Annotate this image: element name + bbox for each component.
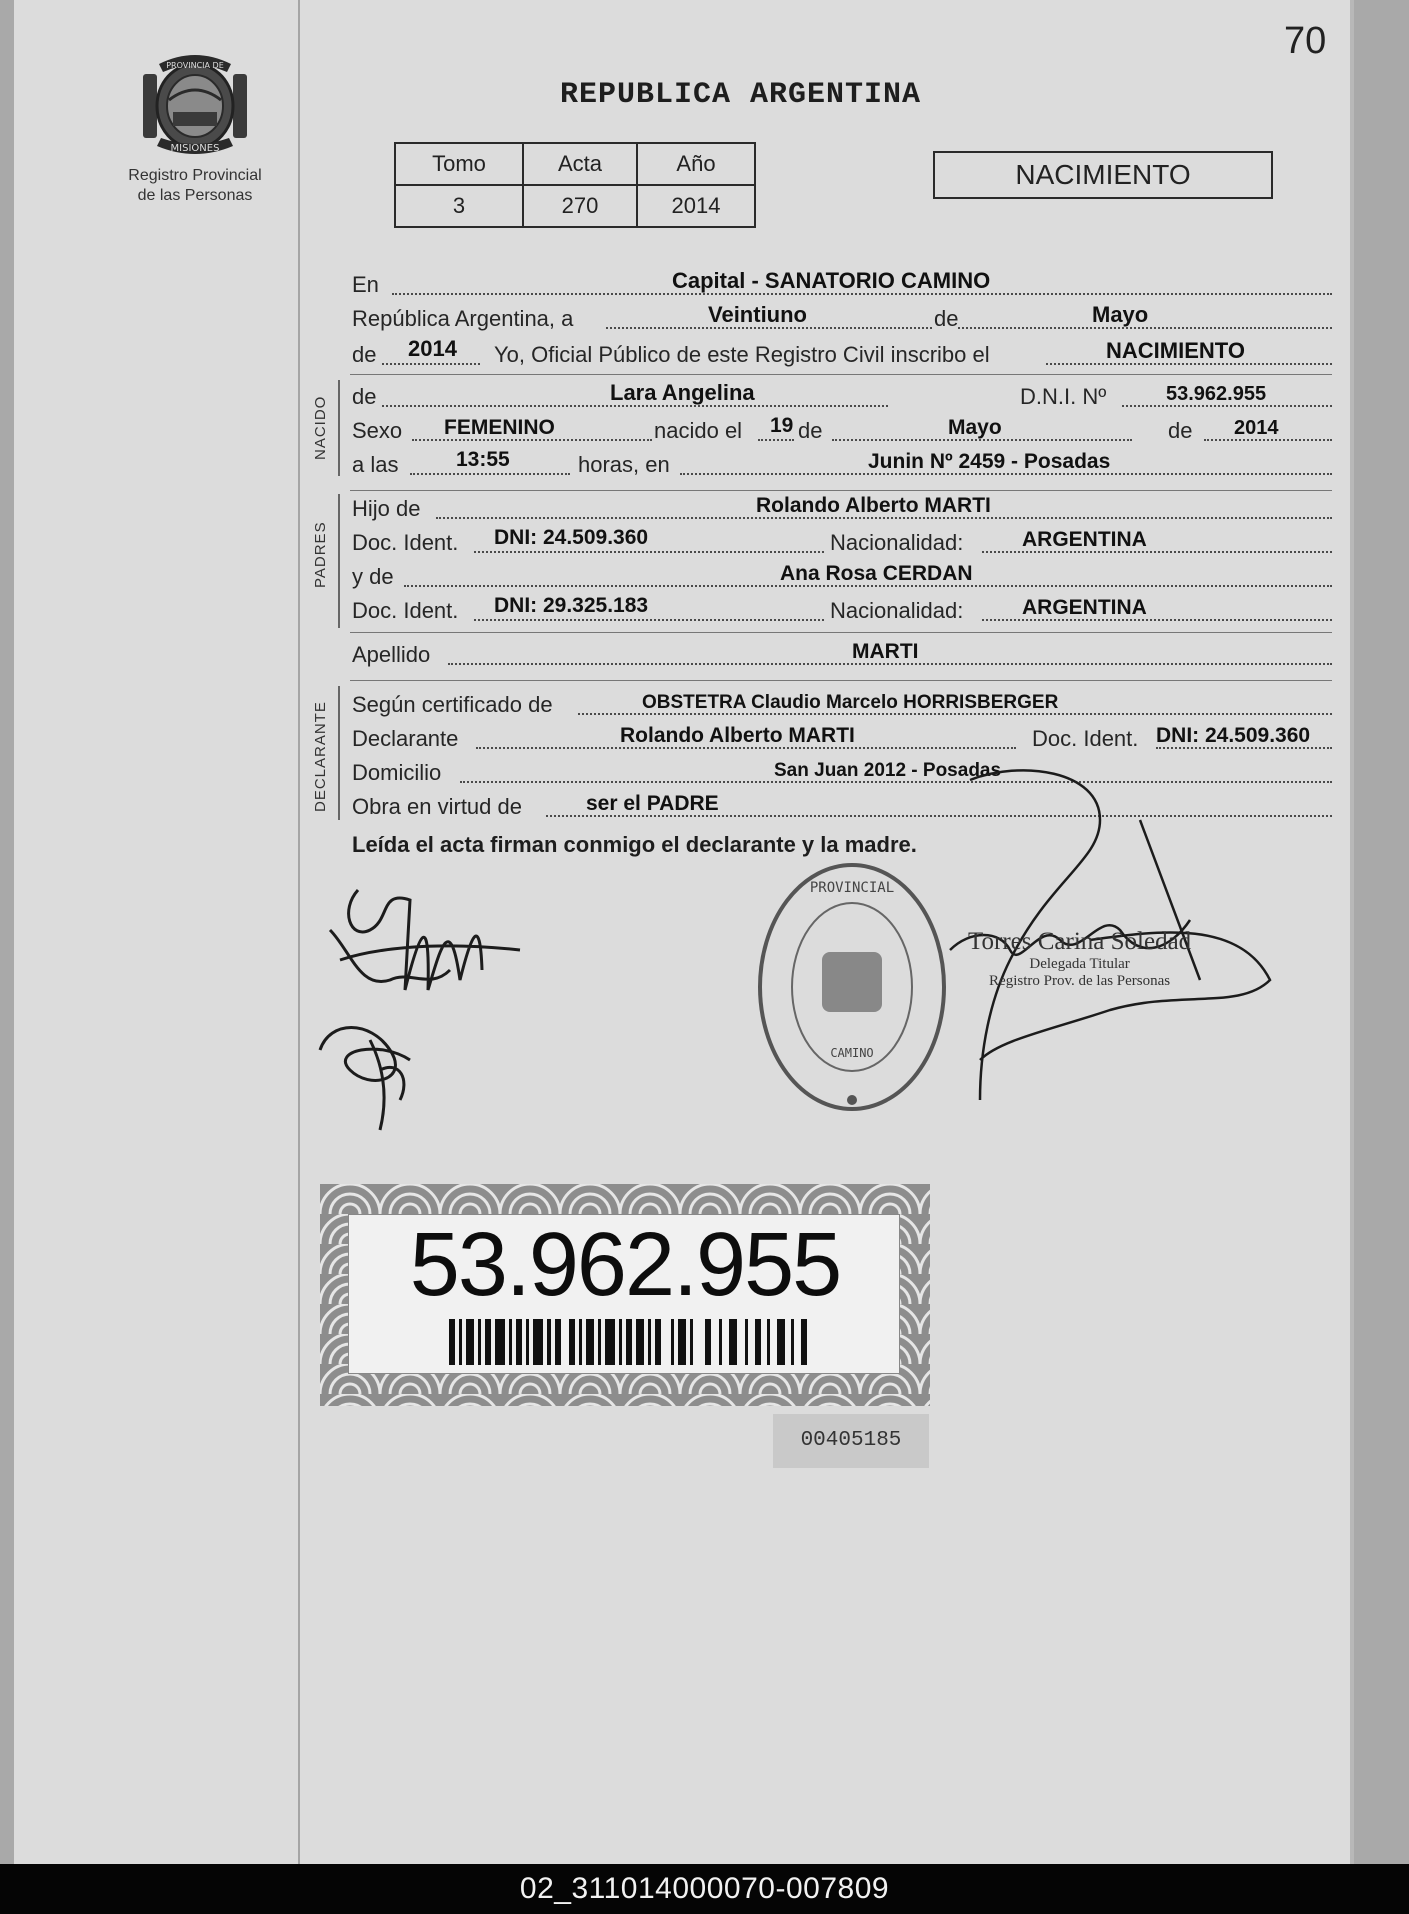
birth-year-value: 2014 [1234,417,1279,439]
row-father [352,490,1332,524]
official-name-block [968,928,1191,990]
serial-stamp: 00405185 [773,1414,929,1468]
svg-text:MISIONES: MISIONES [170,143,220,154]
logo-caption-line1: Registro Provincial [128,167,262,184]
padres-section-label: PADRES [312,521,329,588]
declarante-section-label: DECLARANTE [312,701,329,812]
mother-doc-label: Doc. Ident. [352,598,459,623]
certificado-value: OBSTETRA Claudio Marcelo HORRISBERGER [642,692,1059,713]
mother-nationality-value: ARGENTINA [1022,596,1147,619]
row-father-doc [352,524,1332,558]
value-tomo: 3 [395,185,523,227]
fold-line [298,0,300,1864]
y-de-label: y de [352,564,394,589]
declarante-doc-value: DNI: 24.509.360 [1156,724,1311,747]
record-kind-value: NACIMIENTO [1106,338,1245,363]
barcode-icon [449,1319,809,1365]
declarant-signature-icon [310,870,540,1140]
header-tomo: Tomo [395,143,523,185]
value-anio: 2014 [637,185,755,227]
official-role-line2: Registro Prov. de las Personas [989,973,1171,989]
day-words-value: Veintiuno [708,302,807,327]
sexo-label: Sexo [352,418,403,443]
birth-de-label2: de [1168,418,1193,443]
row-mother-doc [352,592,1332,626]
en-label: En [352,272,379,297]
row-apellido [352,636,1332,670]
logo-caption-line2: de las Personas [137,187,253,204]
svg-text:CAMINO: CAMINO [830,1046,874,1060]
officer-text: Yo, Oficial Público de este Registro Civil inscribo el [494,342,990,367]
obra-value: ser el PADRE [586,792,719,815]
birth-day-value: 19 [770,414,794,437]
header-acta: Acta [523,143,637,185]
declarante-name-value: Rolando Alberto MARTI [620,724,855,747]
apellido-label: Apellido [352,642,431,667]
nacido-de-label: de [352,384,377,409]
hijo-de-label: Hijo de [352,496,421,521]
value-acta: 270 [523,185,637,227]
row-certificado [352,686,1332,720]
row-sex-birthdate [352,412,1332,446]
row-place [352,266,1332,300]
registry-logo [100,50,290,205]
svg-text:PROVINCIAL: PROVINCIAL [809,880,895,896]
father-nationality-label: Nacionalidad: [830,530,964,555]
year-value: 2014 [408,336,457,361]
declarante-label: Declarante [352,726,459,751]
closing-statement: Leída el acta firman conmigo el declarante y la madre. [352,832,917,857]
domicilio-value: San Juan 2012 - Posadas [774,760,1002,781]
de-year-label: de [352,342,377,367]
father-doc-label: Doc. Ident. [352,530,459,555]
father-doc-value: DNI: 24.509.360 [494,526,649,549]
row-date-words [352,300,1332,334]
record-type-box: NACIMIENTO [933,151,1273,199]
official-role-line1: Delegada Titular [1029,956,1130,972]
month-value: Mayo [1092,302,1149,327]
father-name-value: Rolando Alberto MARTI [756,494,991,517]
header-anio: Año [637,143,755,185]
birth-month-value: Mayo [948,416,1002,439]
official-name: Torres Carina Soledad [968,928,1192,955]
row-officer [352,336,1332,370]
place-value: Capital - SANATORIO CAMINO [672,268,991,293]
footer-code: 02_311014000070-007809 [0,1864,1409,1914]
page-edge [1350,0,1354,1864]
dni-sticker-number: 53.962.955 [409,1215,841,1315]
birth-address-value: Junin Nº 2459 - Posadas [868,450,1111,473]
mother-doc-value: DNI: 29.325.183 [494,594,649,617]
horas-label: horas, en [578,452,670,477]
mother-nationality-label: Nacionalidad: [830,598,964,623]
row-declarante [352,720,1332,754]
dni-sticker-inner [348,1214,900,1374]
official-seal-icon [752,852,952,1122]
birth-time-value: 13:55 [456,448,510,471]
misiones-emblem-icon [139,50,251,160]
registry-table [394,142,756,228]
page-number: 70 [1284,20,1327,62]
child-dni-value: 53.962.955 [1166,383,1267,405]
declarante-doc-label: Doc. Ident. [1032,726,1139,751]
row-time-address [352,446,1332,480]
row-child-name [352,378,1332,412]
birth-de-label: de [798,418,823,443]
obra-label: Obra en virtud de [352,794,522,819]
domicilio-label: Domicilio [352,760,442,785]
nacido-section-label: NACIDO [312,395,329,460]
nacido-el-label: nacido el [654,418,743,443]
a-las-label: a las [352,452,399,477]
apellido-value: MARTI [852,640,919,663]
document-title: REPUBLICA ARGENTINA [560,78,922,112]
certificado-label: Según certificado de [352,692,553,717]
row-mother [352,558,1332,592]
de-label: de [934,306,959,331]
father-nationality-value: ARGENTINA [1022,528,1147,551]
svg-text:PROVINCIA DE: PROVINCIA DE [166,61,224,70]
dni-sticker [320,1184,930,1406]
sexo-value: FEMENINO [444,416,555,439]
mother-name-value: Ana Rosa CERDAN [780,562,973,585]
republica-label: República Argentina, a [352,306,574,331]
dni-label: D.N.I. Nº [1020,384,1107,409]
child-name-value: Lara Angelina [610,380,755,405]
